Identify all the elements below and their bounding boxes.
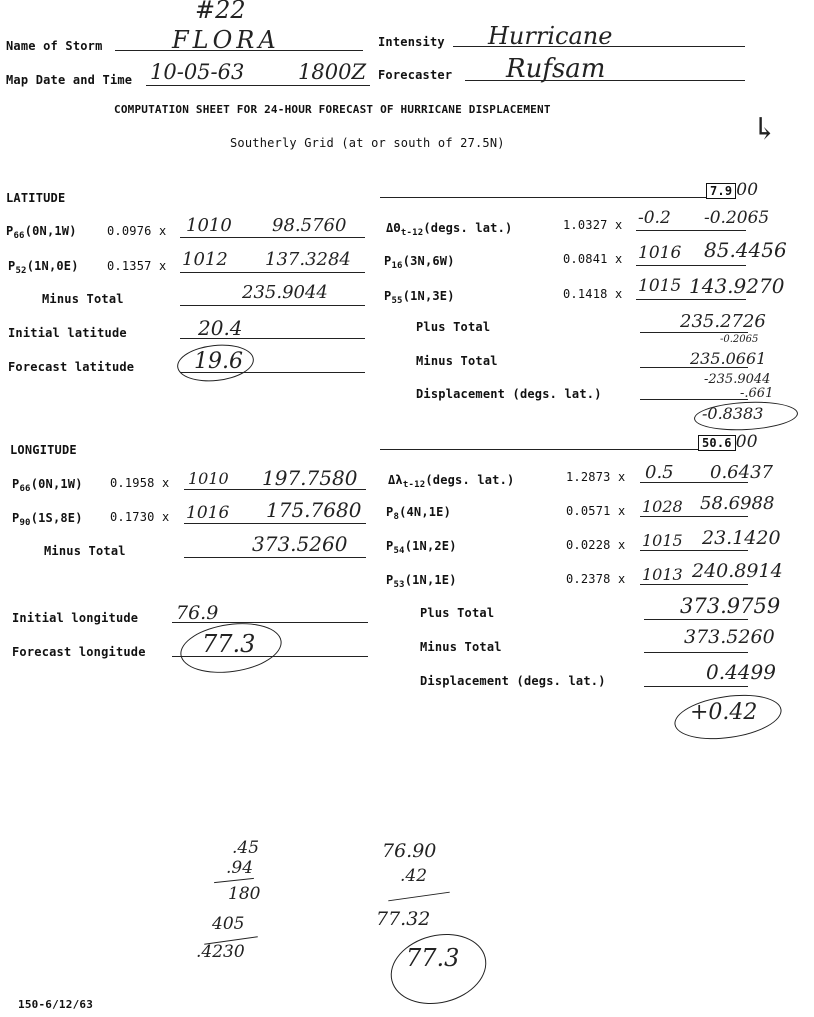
lon-p90-line: [184, 523, 366, 524]
lat-plus-total-value: 235.2726: [680, 311, 766, 332]
lon-delta-label: $\Delta\lambda_{t-12}(degs$. lat.): [388, 473, 515, 490]
lat-p66-line: [180, 237, 365, 238]
lon-plus-total-label: Plus Total: [420, 606, 495, 620]
scratch-right-rule: [388, 892, 450, 902]
lat-displacement-label: Displacement (degs. lat.): [416, 387, 602, 401]
lon-p66-input: 1010: [188, 469, 229, 488]
forecast-longitude-label: Forecast longitude: [12, 645, 146, 659]
lat-minus-total-label: Minus Total: [42, 292, 124, 306]
latitude-box-line: [380, 197, 707, 198]
longitude-box-suffix: 00: [735, 432, 758, 452]
name-of-storm-label: Name of Storm: [6, 39, 103, 53]
longitude-section-label: LONGITUDE: [10, 443, 77, 457]
scratch-left-rule-1: [214, 878, 254, 883]
lon-minus-total-line: [184, 557, 366, 558]
initial-longitude-value: 76.9: [176, 602, 219, 624]
lat-scratch-2: -.661: [740, 386, 774, 401]
lon-p90-result: 175.7680: [266, 498, 362, 522]
lon-p66-result: 197.7580: [262, 466, 358, 490]
lon-displacement-rounded: +0.42: [690, 700, 758, 725]
lat-p52-input: 1012: [182, 249, 228, 270]
intensity-value: Hurricane: [488, 22, 613, 50]
map-time-value: 1800Z: [298, 60, 367, 84]
forecast-latitude-value: 19.6: [194, 349, 243, 374]
lat-p16-input: 1016: [638, 243, 682, 263]
lat-p52-line: [180, 272, 365, 273]
lon-p66-coef: 0.1958 x: [110, 476, 170, 490]
map-date-value: 10-05-63: [150, 60, 245, 84]
forecast-latitude-label: Forecast latitude: [8, 360, 135, 374]
lat-delta-label: $\Delta\Theta_{t-12}(degs$. lat.): [386, 221, 513, 238]
lat-delta-input: -0.2: [638, 208, 671, 228]
lat-p16-coef: 0.0841 x: [563, 252, 623, 266]
lon-plus-total-line: [644, 619, 748, 620]
lat-displacement-value: -0.8383: [702, 404, 764, 423]
lon-delta-coef: 1.2873 x: [566, 470, 626, 484]
lon-p54-input: 1015: [642, 531, 683, 550]
lat-p66-input: 1010: [186, 215, 232, 236]
scratch-left-1: .45: [232, 838, 260, 858]
lon-p53-line: [640, 584, 748, 585]
latitude-box: [706, 180, 758, 200]
lon-delta-input: 0.5: [645, 462, 674, 483]
lat-p52-result: 137.3284: [265, 249, 351, 270]
lon-delta-result: 0.6437: [710, 462, 773, 483]
scratch-right-3: 77.32: [376, 908, 431, 930]
lat-delta-result: -0.2065: [704, 208, 770, 228]
lon-minus-total-value: 373.5260: [252, 532, 348, 556]
lat-delta-line: [636, 230, 746, 231]
lon-p53-input: 1013: [642, 565, 683, 584]
lat-p55-coef: 0.1418 x: [563, 287, 623, 301]
lat-p16-line: [636, 265, 746, 266]
scratch-left-4: 405: [212, 914, 245, 934]
lat-minus-total-right-value: 235.0661: [690, 349, 767, 368]
scratch-right-2: .42: [400, 866, 428, 886]
lon-p90-coef: 0.1730 x: [110, 510, 170, 524]
lat-p66-result: 98.5760: [272, 215, 347, 236]
map-date-line: [146, 85, 370, 86]
lat-minus-total-value: 235.9044: [242, 282, 328, 303]
scratch-right-4: 77.3: [406, 944, 460, 972]
lat-p52-coef: 0.1357 x: [107, 259, 167, 273]
sheet-subtitle: Southerly Grid (at or south of 27.5N): [230, 136, 505, 150]
lon-minus-total-right-label: Minus Total: [420, 640, 502, 654]
scratch-left-2: .94: [226, 858, 254, 878]
storm-number: #22: [195, 0, 246, 24]
lon-p54-label: $P_{54}(1N,2E)$: [386, 539, 457, 556]
lat-plus-total-label: Plus Total: [416, 320, 491, 334]
lon-displacement-value: 0.4499: [706, 660, 776, 684]
lat-minus-total-line: [180, 305, 365, 306]
lat-plus-total-line: [640, 332, 748, 333]
lat-delta-coef: 1.0327 x: [563, 218, 623, 232]
lon-p90-label: $P_{90}(1S,8E)$: [12, 511, 83, 528]
latitude-box-suffix: 00: [736, 180, 759, 200]
lon-minus-total-right-value: 373.5260: [684, 626, 775, 648]
forecaster-label: Forecaster: [378, 68, 453, 82]
lon-p8-line: [640, 516, 748, 517]
lon-minus-total-right-line: [644, 652, 748, 653]
lat-p16-result: 85.4456: [704, 238, 787, 262]
forecast-longitude-value: 77.3: [202, 630, 256, 658]
lat-p55-line: [636, 299, 746, 300]
longitude-box-value: 50.6: [698, 435, 736, 451]
lon-p54-result: 23.1420: [702, 527, 781, 549]
latitude-box-value: 7.9: [706, 183, 736, 199]
lon-p54-coef: 0.0228 x: [566, 538, 626, 552]
name-of-storm-value: FLORA: [172, 26, 280, 54]
lon-plus-total-value: 373.9759: [680, 594, 781, 618]
lon-p90-input: 1016: [186, 503, 230, 523]
lat-p66-coef: 0.0976 x: [107, 224, 167, 238]
initial-longitude-label: Initial longitude: [12, 611, 139, 625]
lat-p16-label: $P_{16}(3N,6W)$: [384, 254, 455, 271]
lat-displacement-line: [640, 399, 748, 400]
lat-p55-result: 143.9270: [689, 274, 785, 298]
form-number: 150-6/12/63: [18, 998, 94, 1011]
forecaster-value: Rufsam: [506, 54, 606, 84]
lon-p53-result: 240.8914: [692, 560, 783, 582]
sheet-title: COMPUTATION SHEET FOR 24-HOUR FORECAST OF HURRICANE DISPLACEMENT: [114, 103, 551, 116]
lon-p53-label: $P_{53}(1N,1E)$: [386, 573, 457, 590]
lat-scratch-1: -235.9044: [704, 372, 771, 387]
lon-p8-label: $P_8(4N,1E)$: [386, 505, 452, 522]
initial-latitude-value: 20.4: [198, 316, 243, 340]
lat-p55-label: $P_{55}(1N,3E)$: [384, 289, 455, 306]
lon-p54-line: [640, 550, 748, 551]
lon-p8-input: 1028: [642, 497, 683, 516]
lon-minus-total-label: Minus Total: [44, 544, 126, 558]
lat-p55-input: 1015: [638, 276, 682, 296]
lon-p8-coef: 0.0571 x: [566, 504, 626, 518]
lat-p66-label: $P_{66}(0N,1W)$: [6, 224, 77, 241]
map-date-label: Map Date and Time: [6, 73, 133, 87]
longitude-box: [698, 432, 758, 452]
lat-p52-label: $P_{52}(1N,0E)$: [8, 259, 79, 276]
lon-p53-coef: 0.2378 x: [566, 572, 626, 586]
scratch-left-3: 180: [228, 884, 261, 904]
longitude-box-line: [380, 449, 698, 450]
lon-p8-result: 58.6988: [700, 493, 775, 514]
lon-displacement-label: Displacement (degs. lat.): [420, 674, 606, 688]
scratch-left-5: .4230: [196, 942, 245, 962]
initial-latitude-label: Initial latitude: [8, 326, 127, 340]
lat-minus-total-right-label: Minus Total: [416, 354, 498, 368]
lat-plus-total-note: -0.2065: [720, 334, 759, 345]
corner-arrow-mark: ↳: [752, 112, 778, 147]
lon-displacement-line: [644, 686, 748, 687]
latitude-section-label: LATITUDE: [6, 191, 66, 205]
intensity-label: Intensity: [378, 35, 445, 49]
lon-p66-label: $P_{66}(0N,1W)$: [12, 477, 83, 494]
scratch-right-1: 76.90: [382, 840, 437, 862]
